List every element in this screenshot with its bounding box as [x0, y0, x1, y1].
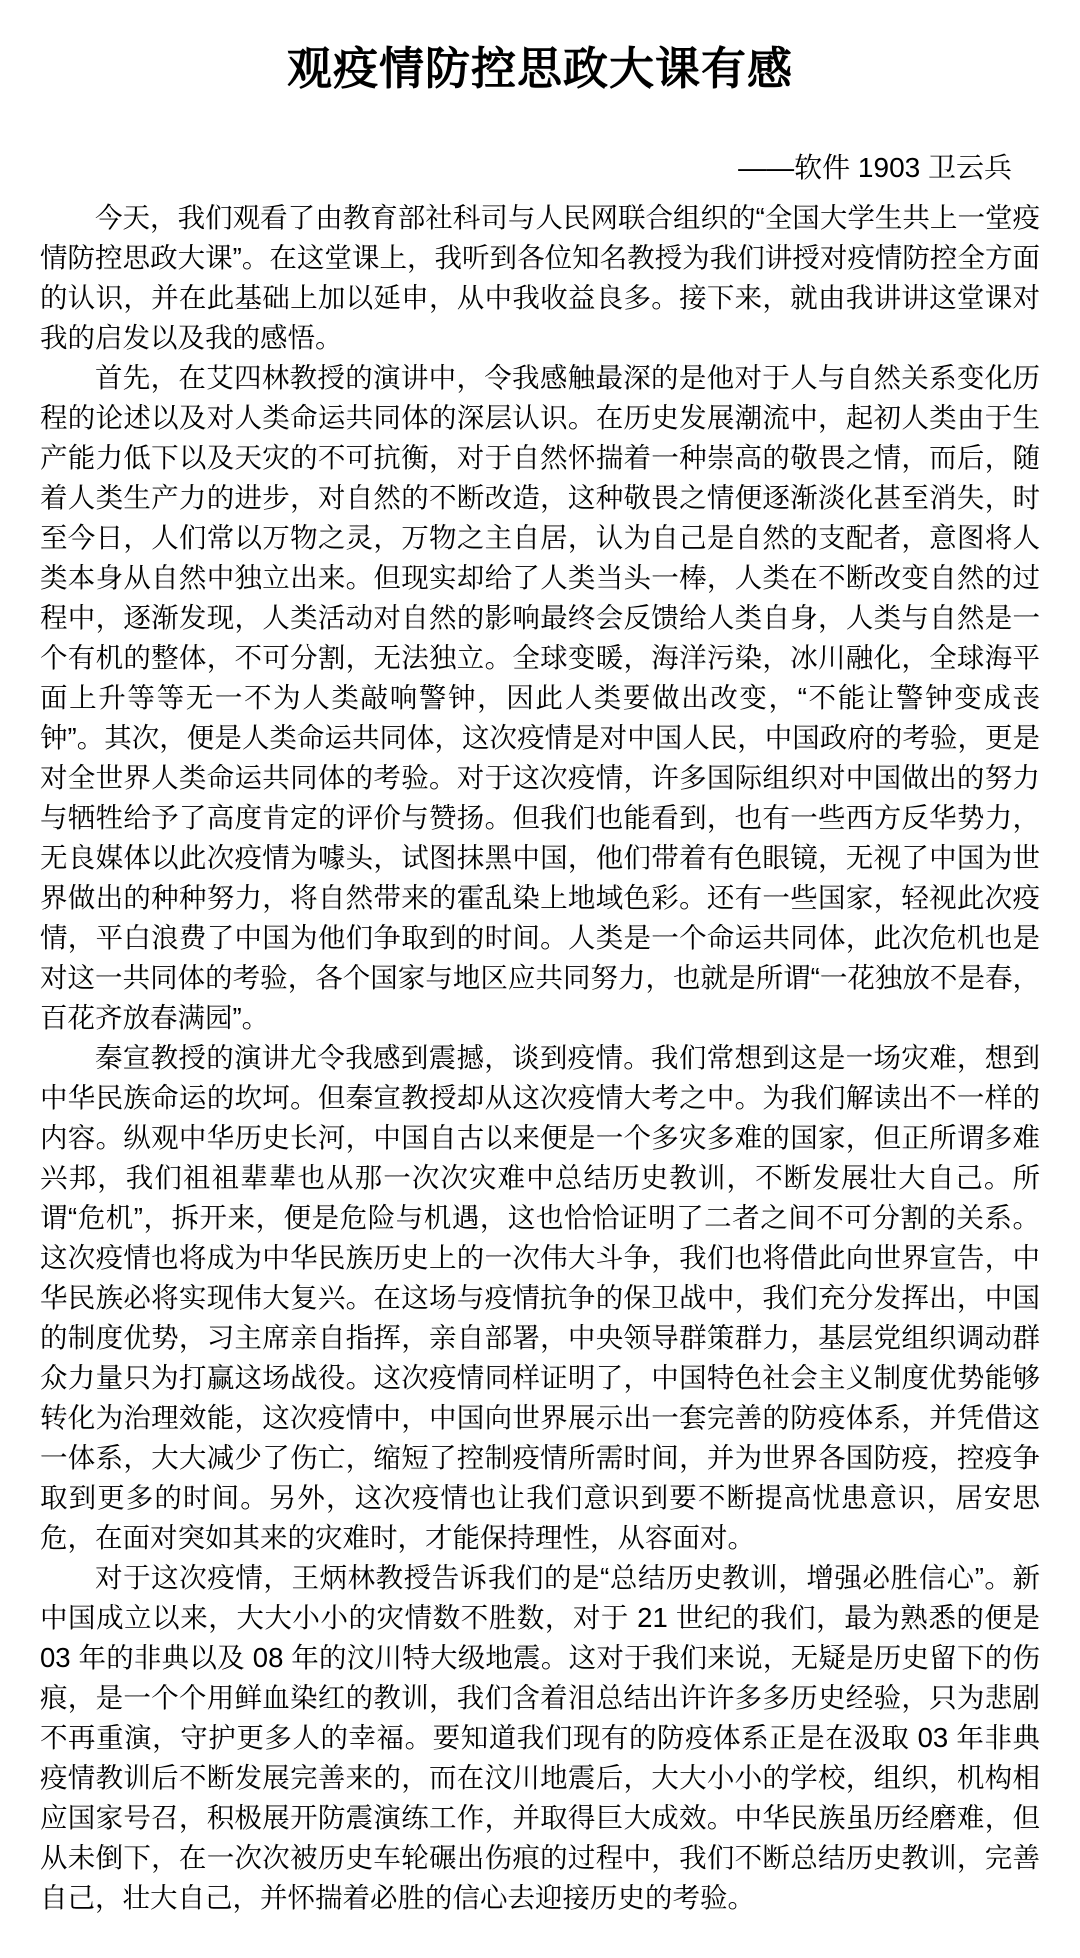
paragraph-wang-binglin: 对于这次疫情，王炳林教授告诉我们的是“总结历史教训，增强必胜信心”。新中国成立以来，大大小小的灾情数不胜数，对于 21 世纪的我们，最为熟悉的便是 03 年的非典以及 08 年的汶川特大级地震。这对于我们来说，无疑是历史留下的伤痕，是一个个用鲜血染红的教训，我们含着泪总结出许许多多历史经验，只为悲剧不再重演，守护更多人的幸福。要知道我们现有的防疫体系正是在汲取 03 年非典疫情教训后不断发展完善来的，而在汶川地震后，大大小小的学校，组织，机构相应国家号召，积极展开防震演练工作，并取得巨大成效。中华民族虽历经磨难，但从未倒下，在一次次被历史车轮碾出伤痕的过程中，我们不断总结历史教训，完善自己，壮大自己，并怀揣着必胜的信心去迎接历史的考验。	[40, 1561, 1040, 1913]
document-body	[40, 198, 1040, 1918]
document-byline: ——软件 1903 卫云兵	[738, 151, 1012, 183]
document-title: 观疫情防控思政大课有感	[286, 43, 793, 94]
paragraph-ai-silin: 首先，在艾四林教授的演讲中，令我感触最深的是他对于人与自然关系变化历程的论述以及对人类命运共同体的深层认识。在历史发展潮流中，起初人类由于生产能力低下以及天灾的不可抗衡，对于自然怀揣着一种崇高的敬畏之情，而后，随着人类生产力的进步，对自然的不断改造，这种敬畏之情便逐渐淡化甚至消失，时至今日，人们常以万物之灵，万物之主自居，认为自己是自然的支配者，意图将人类本身从自然中独立出来。但现实却给了人类当头一棒，人类在不断改变自然的过程中，逐渐发现，人类活动对自然的影响最终会反馈给人类自身，人类与自然是一个有机的整体，不可分割，无法独立。全球变暖，海洋污染，冰川融化，全球海平面上升等等无一不为人类敲响警钟，因此人类要做出改变，“不能让警钟变成丧钟”。其次，便是人类命运共同体，这次疫情是对中国人民，中国政府的考验，更是对全世界人类命运共同体的考验。对于这次疫情，许多国际组织对中国做出的努力与牺牲给予了高度肯定的评价与赞扬。但我们也能看到，也有一些西方反华势力，无良媒体以此次疫情为噱头，试图抹黑中国，他们带着有色眼镜，无视了中国为世界做出的种种努力，将自然带来的霍乱染上地域色彩。还有一些国家，轻视此次疫情，平白浪费了中国为他们争取到的时间。人类是一个命运共同体，此次危机也是对这一共同体的考验，各个国家与地区应共同努力，也就是所谓“一花独放不是春，百花齐放春满园”。	[40, 361, 1040, 1033]
paragraph-qin-xuan: 秦宣教授的演讲尤令我感到震撼，谈到疫情。我们常想到这是一场灾难，想到中华民族命运的坎坷。但秦宣教授却从这次疫情大考之中。为我们解读出不一样的内容。纵观中华历史长河，中国自古以来便是一个多灾多难的国家，但正所谓多难兴邦，我们祖祖辈辈也从那一次次灾难中总结历史教训，不断发展壮大自己。所谓“危机”，拆开来，便是危险与机遇，这也恰恰证明了二者之间不可分割的关系。这次疫情也将成为中华民族历史上的一次伟大斗争，我们也将借此向世界宣告，中华民族必将实现伟大复兴。在这场与疫情抗争的保卫战中，我们充分发挥出，中国的制度优势，习主席亲自指挥，亲自部署，中央领导群策群力，基层党组织调动群众力量只为打赢这场战役。这次疫情同样证明了，中国特色社会主义制度优势能够转化为治理效能，这次疫情中，中国向世界展示出一套完善的防疫体系，并凭借这一体系，大大减少了伤亡，缩短了控制疫情所需时间，并为世界各国防疫，控疫争取到更多的时间。另外，这次疫情也让我们意识到要不断提高忧患意识，居安思危，在面对突如其来的灾难时，才能保持理性，从容面对。	[40, 1041, 1040, 1553]
paragraph-intro: 今天，我们观看了由教育部社科司与人民网联合组织的“全国大学生共上一堂疫情防控思政大课”。在这堂课上，我听到各位知名教授为我们讲授对疫情防控全方面的认识，并在此基础上加以延申，从中我收益良多。接下来，就由我讲讲这堂课对我的启发以及我的感悟。	[40, 201, 1040, 353]
